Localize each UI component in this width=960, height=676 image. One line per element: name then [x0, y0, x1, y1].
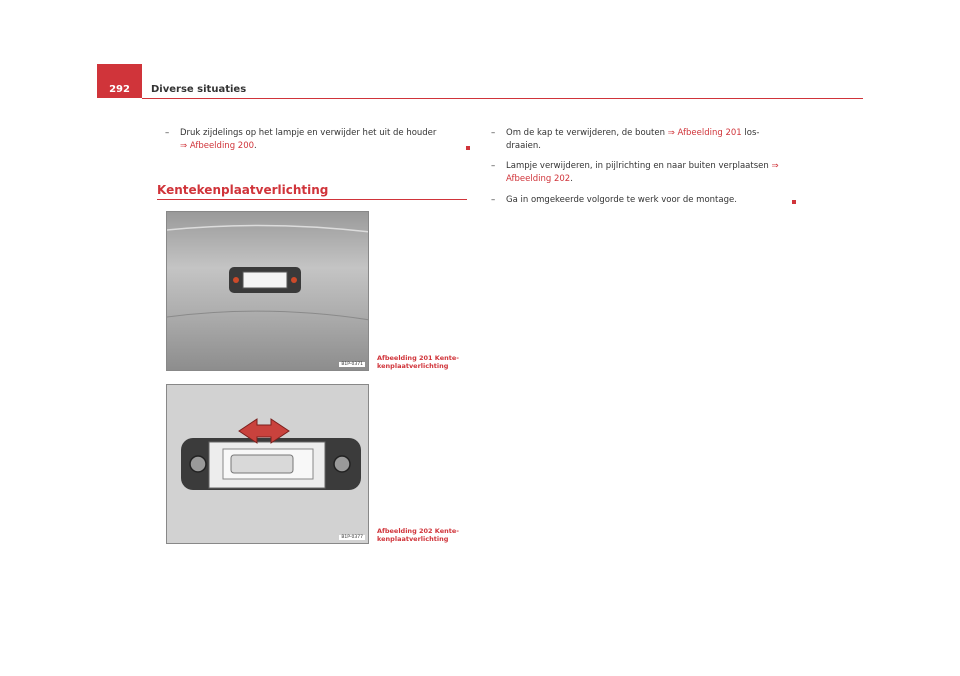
figure-code: B1P-0377 — [341, 535, 363, 540]
link-label: Afbeelding 200 — [189, 141, 255, 151]
end-of-section-marker — [792, 200, 796, 204]
heading-divider — [157, 199, 467, 200]
license-plate-light-housing-illustration — [167, 212, 369, 371]
left-step — [165, 127, 460, 153]
section-title: Diverse situaties — [151, 84, 247, 95]
step-text — [506, 194, 791, 207]
end-of-section-marker — [466, 146, 470, 150]
right-step-3 — [491, 194, 791, 207]
right-step-2 — [491, 160, 791, 186]
step-dash: – — [491, 195, 496, 205]
step-text — [506, 160, 791, 186]
link-arrow: ⇒ — [180, 141, 188, 151]
figure-202-image — [166, 384, 369, 544]
page-number-tab — [97, 64, 142, 98]
step-dash: – — [491, 161, 496, 171]
header-divider — [142, 98, 863, 99]
step-text — [506, 127, 791, 153]
right-step-1 — [491, 127, 791, 153]
section-heading: Kentekenplaatverlichting — [157, 183, 329, 197]
step-dash: – — [165, 128, 170, 138]
step-text-after: los-draaien. — [506, 128, 760, 151]
bulb-removal-illustration — [167, 385, 369, 544]
step-text-before: Om de kap te verwijderen, de bouten — [506, 128, 668, 138]
step-text-before: Lampje verwijderen, in pijlrichting en naar buiten verplaatsen — [506, 161, 772, 171]
step-dash: – — [491, 128, 496, 138]
figure-201-image — [166, 211, 369, 371]
step-text-before: Ga in omgekeerde volgorde te werk voor de montage. — [506, 195, 737, 205]
step-text — [180, 127, 460, 153]
step-text-body: Druk zijdelings op het lampje en verwijder het uit de houder — [180, 128, 437, 138]
page-number: 292 — [109, 84, 130, 95]
figure-202-link[interactable]: ⇒ Afbeelding 202 — [506, 161, 779, 184]
step-tail: . — [254, 141, 257, 151]
figure-201-caption: Afbeelding 201 Kente-kenplaatverlichting — [377, 354, 459, 370]
step-text-after: . — [570, 174, 573, 184]
figure-202-caption: Afbeelding 202 Kente-kenplaatverlichting — [377, 527, 459, 543]
figure-code: B1P-0371 — [341, 362, 363, 367]
figure-200-link[interactable] — [180, 141, 254, 151]
figure-201-link[interactable]: ⇒ Afbeelding 201 — [667, 128, 742, 138]
